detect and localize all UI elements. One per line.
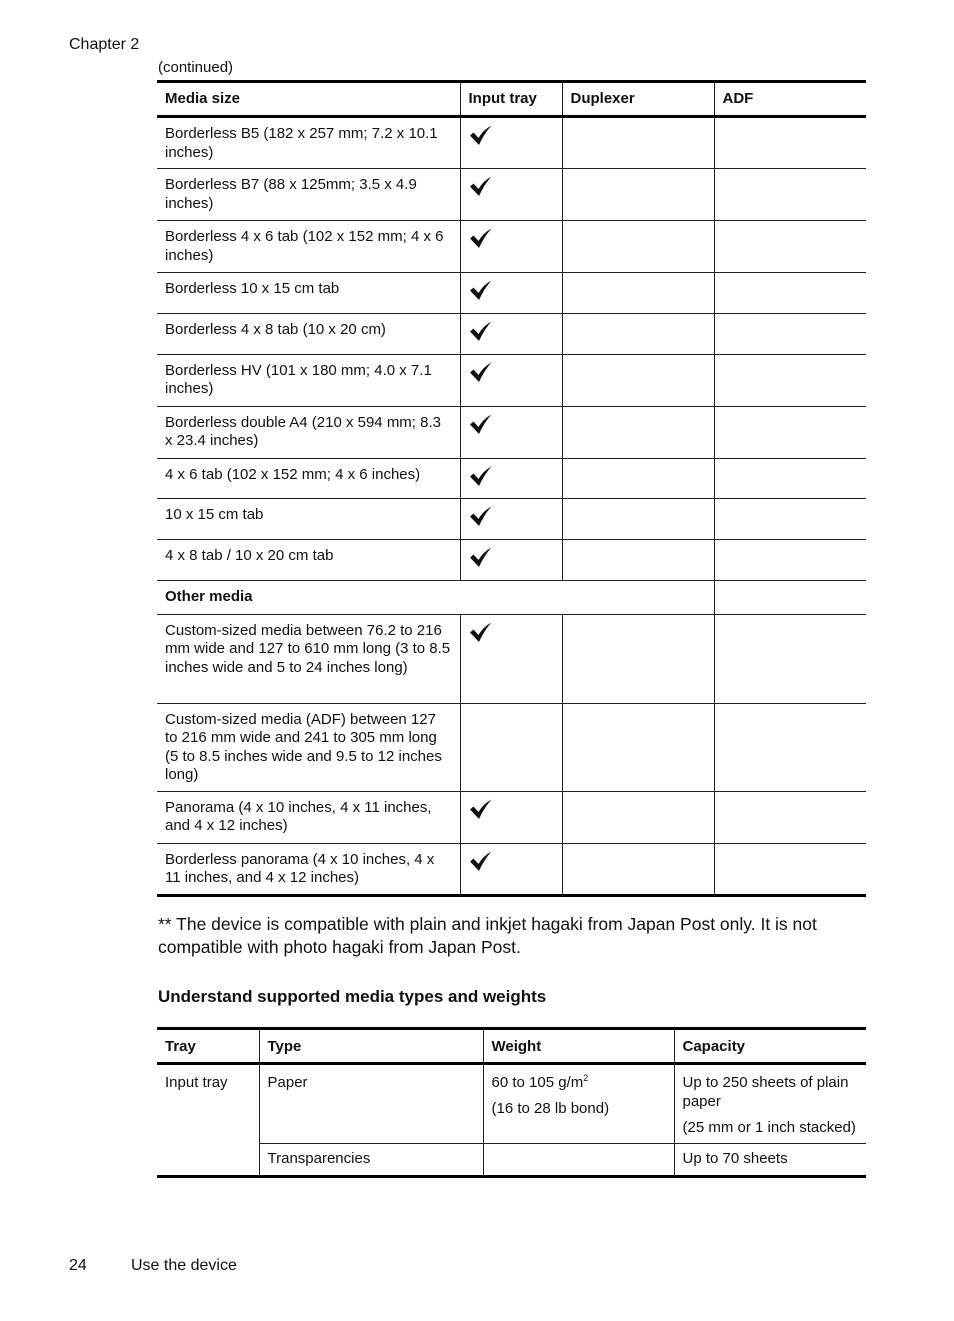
media-size-cell: Borderless 4 x 8 tab (10 x 20 cm) bbox=[157, 314, 460, 355]
input-tray-cell bbox=[460, 499, 562, 540]
table-row bbox=[157, 1144, 866, 1177]
media-size-cell: 10 x 15 cm tab bbox=[157, 499, 460, 540]
input-tray-cell bbox=[460, 169, 562, 221]
footer-section-name: Use the device bbox=[131, 1257, 237, 1274]
adf-cell bbox=[714, 703, 866, 791]
input-tray-cell bbox=[460, 791, 562, 843]
adf-cell bbox=[714, 354, 866, 406]
adf-cell bbox=[714, 843, 866, 895]
input-tray-cell bbox=[460, 843, 562, 895]
adf-cell bbox=[714, 406, 866, 458]
table-row bbox=[157, 314, 866, 355]
duplexer-cell bbox=[562, 540, 714, 581]
tray-cell: Input tray bbox=[157, 1064, 259, 1177]
duplexer-cell bbox=[562, 458, 714, 499]
table-row bbox=[157, 458, 866, 499]
table-row bbox=[157, 1064, 866, 1144]
input-tray-cell bbox=[460, 540, 562, 581]
media-size-cell: Borderless B5 (182 x 257 mm; 7.2 x 10.1 inches) bbox=[157, 117, 460, 169]
column-header-input-tray: Input tray bbox=[460, 82, 562, 117]
column-header-tray: Tray bbox=[157, 1029, 259, 1064]
hagaki-footnote: ** The device is compatible with plain and inkjet hagaki from Japan Post only. It is not compatible with photo hagaki from Japan Post. bbox=[158, 914, 817, 957]
weight-metric bbox=[492, 1073, 666, 1092]
input-tray-cell bbox=[460, 314, 562, 355]
media-size-cell: Borderless B7 (88 x 125mm; 3.5 x 4.9 inches) bbox=[157, 169, 460, 221]
input-tray-cell bbox=[460, 703, 562, 791]
table-row bbox=[157, 406, 866, 458]
input-tray-cell bbox=[460, 614, 562, 703]
table-row bbox=[157, 273, 866, 314]
media-table-body bbox=[157, 117, 866, 896]
column-header-capacity: Capacity bbox=[674, 1029, 866, 1064]
column-header-duplexer: Duplexer bbox=[562, 82, 714, 117]
checkmark-icon bbox=[468, 227, 494, 249]
checkmark-icon bbox=[468, 798, 494, 820]
capacity-stack: (25 mm or 1 inch stacked) bbox=[682, 1119, 856, 1136]
checkmark-icon bbox=[468, 175, 494, 197]
adf-cell bbox=[714, 458, 866, 499]
adf-cell bbox=[714, 791, 866, 843]
weight-imperial: (16 to 28 lb bond) bbox=[491, 1100, 610, 1117]
weight-cell bbox=[483, 1064, 674, 1144]
media-size-cell: 4 x 8 tab / 10 x 20 cm tab bbox=[157, 540, 460, 581]
checkmark-icon bbox=[468, 850, 494, 872]
media-size-cell: Borderless 10 x 15 cm tab bbox=[157, 273, 460, 314]
column-header-adf: ADF bbox=[714, 82, 866, 117]
duplexer-cell bbox=[562, 406, 714, 458]
input-tray-cell bbox=[460, 273, 562, 314]
duplexer-cell bbox=[562, 314, 714, 355]
section-row-other-media bbox=[157, 580, 866, 614]
table-row bbox=[157, 354, 866, 406]
media-table-header-row bbox=[157, 82, 866, 117]
type-cell: Transparencies bbox=[259, 1144, 483, 1177]
weight-superscript: 2 bbox=[583, 1073, 589, 1083]
page-number: 24 bbox=[69, 1257, 87, 1274]
checkmark-icon bbox=[468, 124, 494, 146]
table-row bbox=[157, 703, 866, 791]
duplexer-cell bbox=[562, 614, 714, 703]
checkmark-icon bbox=[468, 361, 494, 383]
weight-cell bbox=[483, 1144, 674, 1177]
checkmark-icon bbox=[468, 279, 494, 301]
table-row bbox=[157, 499, 866, 540]
media-size-cell: Borderless double A4 (210 x 594 mm; 8.3 x 23.4 inches) bbox=[157, 406, 460, 458]
checkmark-icon bbox=[468, 413, 494, 435]
capacity-sheets: Up to 250 sheets of plain paper bbox=[682, 1074, 849, 1110]
checkmark-icon bbox=[468, 621, 494, 643]
table-row bbox=[157, 540, 866, 581]
duplexer-cell bbox=[562, 791, 714, 843]
checkmark-icon bbox=[468, 465, 494, 487]
table-row bbox=[157, 169, 866, 221]
media-size-cell: Borderless HV (101 x 180 mm; 4.0 x 7.1 inches) bbox=[157, 354, 460, 406]
input-tray-cell bbox=[460, 221, 562, 273]
checkmark-icon bbox=[468, 505, 494, 527]
media-size-table bbox=[157, 80, 866, 897]
adf-cell bbox=[714, 614, 866, 703]
checkmark-icon bbox=[468, 546, 494, 568]
input-tray-cell bbox=[460, 458, 562, 499]
adf-cell bbox=[714, 499, 866, 540]
weight-metric-text: 60 to 105 g/m bbox=[491, 1074, 584, 1091]
duplexer-cell bbox=[562, 273, 714, 314]
column-header-media-size: Media size bbox=[157, 82, 460, 117]
media-size-cell: 4 x 6 tab (102 x 152 mm; 4 x 6 inches) bbox=[157, 458, 460, 499]
adf-cell bbox=[714, 314, 866, 355]
media-size-cell: Custom-sized media (ADF) between 127 to 216 mm wide and 241 to 305 mm long (5 to 8.5 inches wide and 9.5 to 12 inches long) bbox=[157, 703, 460, 791]
checkmark-icon bbox=[468, 320, 494, 342]
adf-cell bbox=[714, 117, 866, 169]
continued-label: (continued) bbox=[158, 59, 234, 76]
capacity-cell bbox=[674, 1064, 866, 1144]
duplexer-cell bbox=[562, 117, 714, 169]
media-types-table bbox=[157, 1027, 866, 1178]
input-tray-cell bbox=[460, 406, 562, 458]
section-heading-media-types: Understand supported media types and weights bbox=[158, 987, 547, 1006]
table-row bbox=[157, 221, 866, 273]
table-row bbox=[157, 117, 866, 169]
adf-cell bbox=[714, 580, 866, 614]
media-size-cell: Borderless 4 x 6 tab (102 x 152 mm; 4 x 6 inches) bbox=[157, 221, 460, 273]
media-size-cell: Custom-sized media between 76.2 to 216 mm wide and 127 to 610 mm long (3 to 8.5 inches wide and 5 to 24 inches long) bbox=[157, 614, 460, 703]
types-table-header-row bbox=[157, 1029, 866, 1064]
adf-cell bbox=[714, 169, 866, 221]
duplexer-cell bbox=[562, 843, 714, 895]
duplexer-cell bbox=[562, 169, 714, 221]
type-cell: Paper bbox=[259, 1064, 483, 1144]
media-size-cell: Borderless panorama (4 x 10 inches, 4 x 11 inches, and 4 x 12 inches) bbox=[157, 843, 460, 895]
adf-cell bbox=[714, 540, 866, 581]
media-size-cell: Panorama (4 x 10 inches, 4 x 11 inches, and 4 x 12 inches) bbox=[157, 791, 460, 843]
duplexer-cell bbox=[562, 354, 714, 406]
duplexer-cell bbox=[562, 499, 714, 540]
table-row bbox=[157, 791, 866, 843]
table-row bbox=[157, 614, 866, 703]
input-tray-cell bbox=[460, 117, 562, 169]
input-tray-cell bbox=[460, 354, 562, 406]
column-header-weight: Weight bbox=[483, 1029, 674, 1064]
adf-cell bbox=[714, 273, 866, 314]
section-label-other-media: Other media bbox=[157, 580, 714, 614]
adf-cell bbox=[714, 221, 866, 273]
table-row bbox=[157, 843, 866, 895]
capacity-cell: Up to 70 sheets bbox=[674, 1144, 866, 1177]
duplexer-cell bbox=[562, 703, 714, 791]
duplexer-cell bbox=[562, 221, 714, 273]
chapter-label: Chapter 2 bbox=[69, 36, 140, 53]
column-header-type: Type bbox=[259, 1029, 483, 1064]
